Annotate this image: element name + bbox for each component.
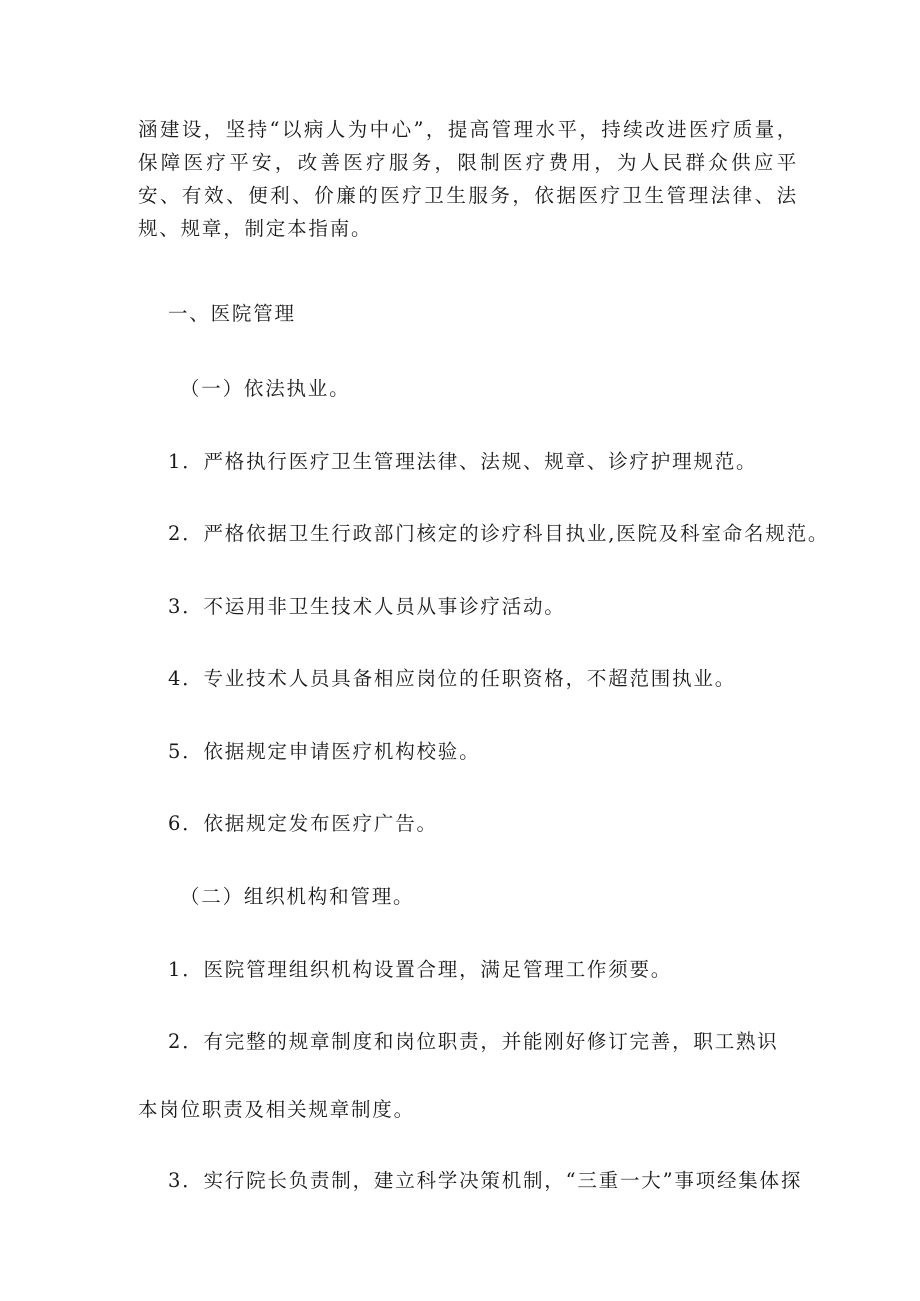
subsection-heading-organization: （二）组织机构和管理。 xyxy=(180,885,415,908)
list-item: 1．严格执行医疗卫生管理法律、法规、规章、诊疗护理规范。 xyxy=(168,450,758,473)
section-heading-hospital-management: 一、医院管理 xyxy=(168,302,296,325)
list-item: 5．依据规定申请医疗机构校验。 xyxy=(168,740,481,763)
list-item: 2．有完整的规章制度和岗位职责，并能刚好修订完善，职工熟识 xyxy=(168,1030,779,1053)
list-item: 4．专业技术人员具备相应岗位的任职资格，不超范围执业。 xyxy=(168,667,737,690)
intro-paragraph: 涵建设，坚持“以病人为中心”，提高管理水平，持续改进医疗质量，保障医疗平安，改善医疗服务，限制医疗费用，为人民群众供应平安、有效、便利、价廉的医疗卫生服务，依据医疗卫生管理法律、法规、规章，制定本指南。 xyxy=(138,118,798,240)
list-item-continuation: 本岗位职责及相关规章制度。 xyxy=(138,1098,415,1121)
list-item: 6．依据规定发布医疗广告。 xyxy=(168,812,438,835)
list-item: 3．实行院长负责制，建立科学决策机制，“三重一大”事项经集体探 xyxy=(168,1169,803,1192)
list-item: 1．医院管理组织机构设置合理，满足管理工作须要。 xyxy=(168,958,673,981)
list-item: 2．严格依据卫生行政部门核定的诊疗科目执业,医院及科室命名规范。 xyxy=(168,522,830,545)
subsection-heading-legal-practice: （一）依法执业。 xyxy=(180,377,351,400)
list-item: 3．不运用非卫生技术人员从事诊疗活动。 xyxy=(168,595,566,618)
